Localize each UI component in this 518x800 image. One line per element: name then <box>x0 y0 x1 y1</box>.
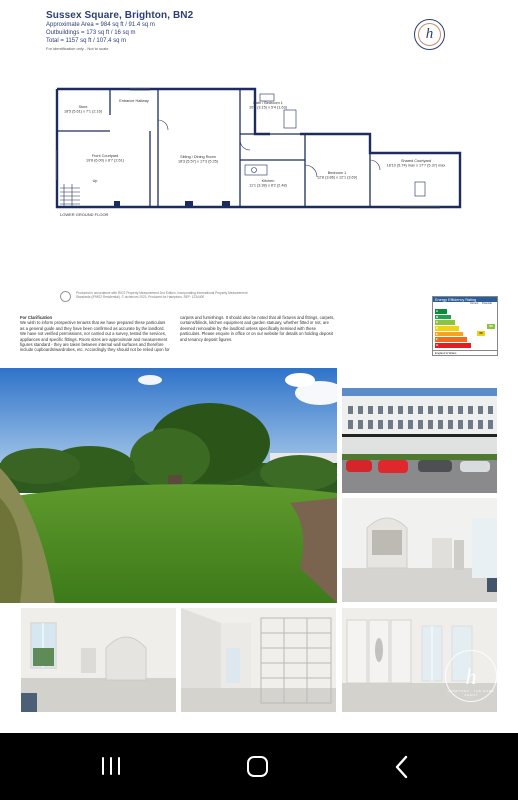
disclaimer-text-2: carpets and furnishings. It should also be noted that all fixtures and fittings, carpets, curtains/blinds, kitchen equipment and garden statuary, whether fitted or not, are deemed removable by the landlord unless specifically itemised with these particulars. Please enquire in office or on our website for details on holding deposit and tenancy deposit figures. <box>180 315 335 342</box>
photo-room-window[interactable] <box>21 608 176 712</box>
epc-band-f: F <box>435 337 467 342</box>
epc-col-current: Current <box>470 302 479 305</box>
room-label-store: Store 18'5 (5.61) x 7'1 (2.16) <box>64 105 102 114</box>
epc-col-potential: Potential <box>482 302 492 305</box>
recents-bar-icon <box>102 757 104 775</box>
disclaimer-col-1 <box>20 315 170 353</box>
garden-image <box>0 368 337 603</box>
epc-columns <box>470 302 492 305</box>
agency-watermark <box>445 650 497 702</box>
room-shelving-image <box>181 608 336 712</box>
epc-band-b: B <box>435 315 451 320</box>
photo-room-archway[interactable] <box>342 498 497 602</box>
measurement-note-text: Produced in accordance with RICS Property Measurement 2nd Edition, incorporating International Property Measurement Standards (IPMS2 Residential). © nichecom 2023. Produced for Hamptons. REF: 1234400 <box>76 291 248 300</box>
disclaimer-title: For Clarification <box>20 315 53 320</box>
measurement-note <box>60 291 260 302</box>
room-label-sitting-room: Sitting / Dining Room 18'3 (5.57) x 17'3 (5.25) <box>177 155 219 164</box>
epc-band-c: C <box>435 320 455 325</box>
energy-rating-chart <box>432 296 498 356</box>
recents-bar-icon <box>118 757 120 775</box>
stairs-label: Up <box>92 179 98 183</box>
back-chevron-icon <box>394 755 410 779</box>
room-label-shared-courtyard: Shared Courtyard 18'10 (5.74) max x 17'7 (5.37) max <box>386 159 446 168</box>
room-label-front-courtyard: Front Courtyard 19'8 (6.00) x 8'7 (2.61) <box>86 154 124 163</box>
logo-letter: h <box>425 26 434 42</box>
scale-note: For identification only - Not to scale <box>46 46 109 51</box>
approx-area: Approximate Area = 984 sq ft / 91.4 sq m <box>46 22 155 28</box>
floor-label: LOWER GROUND FLOOR <box>60 212 109 217</box>
system-navigation-bar <box>0 733 518 800</box>
home-button[interactable] <box>236 753 280 781</box>
epc-footer: England & Wales <box>433 350 497 355</box>
recent-apps-button[interactable] <box>90 753 134 781</box>
agency-logo <box>414 19 445 50</box>
photo-facade[interactable] <box>342 388 497 493</box>
epc-band-d: D <box>435 326 459 331</box>
recents-bar-icon <box>110 757 112 775</box>
epc-potential-score: 80 <box>487 324 495 329</box>
epc-band-a: A <box>435 309 447 314</box>
disclaimer-text-1: We wish to inform prospective tenants that we have prepared these particulars as a general guide and they have been confirmed as accurate by the landlord. We have not verified permissions, nor carried out a survey, tested the services, appliances and specific fittings. Room sizes are approximate and measurement figures standard - they are taken between internal wall surfaces and therefore include cupboards/wardrobes, etc. Accordingly they should not be relied upon for <box>20 320 170 353</box>
facade-image <box>342 388 497 493</box>
watermark-text: HAMPTONS · THE HOME AGENT <box>447 689 495 697</box>
rics-seal-icon <box>60 291 71 302</box>
epc-heading: Energy Efficiency Rating <box>433 297 497 302</box>
home-icon <box>247 756 268 777</box>
listing-title: Sussex Square, Brighton, BN2 <box>46 10 194 21</box>
room-label-bath: Bath / Bedroom 1 10'4 (3.15) x 5'4 (1.63) <box>249 101 287 110</box>
room-archway-image <box>342 498 497 602</box>
photo-garden[interactable] <box>0 368 337 603</box>
floor-plan-drawing <box>40 70 480 230</box>
epc-current-score: 68 <box>477 331 485 336</box>
watermark-letter: h <box>465 664 477 689</box>
back-button[interactable] <box>380 753 424 781</box>
floor-plan <box>40 70 480 230</box>
epc-band-g: G <box>435 343 471 348</box>
total-area: Total = 1157 sq ft / 107.4 sq m <box>46 38 127 44</box>
room-label-kitchen: Kitchen 11'1 (3.38) x 8'2 (2.48) <box>249 179 287 188</box>
epc-band-e: E <box>435 332 463 337</box>
disclaimer-col-2 <box>180 315 335 342</box>
room-label-hallway: Entrance Hallway <box>119 99 149 103</box>
room-label-bedroom: Bedroom 1 12'8 (3.86) x 12'1 (3.69) <box>316 171 358 180</box>
epc-bars <box>435 309 473 349</box>
photo-room-shelving[interactable] <box>181 608 336 712</box>
outbuildings-area: Outbuildings = 173 sq ft / 16 sq m <box>46 30 136 36</box>
room-window-image <box>21 608 176 712</box>
listing-header <box>46 10 406 52</box>
